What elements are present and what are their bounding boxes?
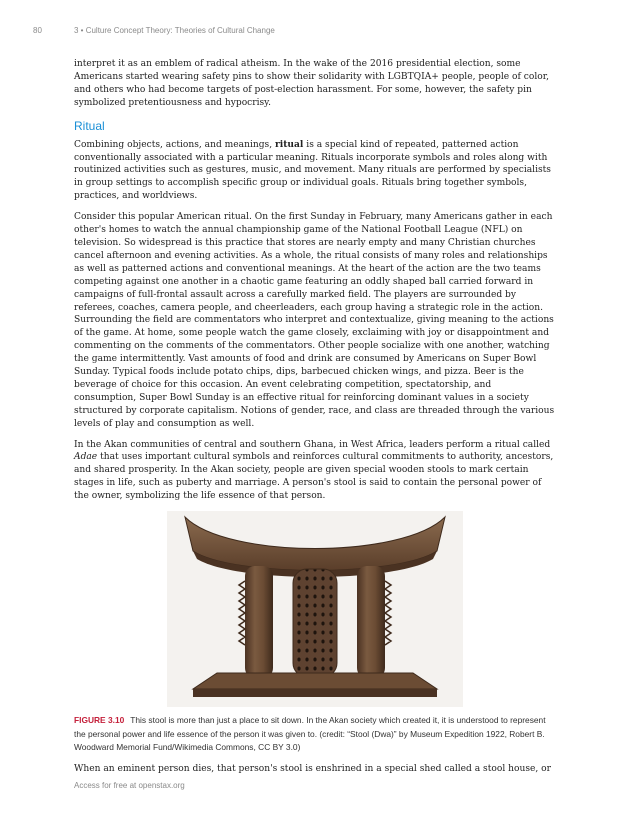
section-heading-ritual: Ritual xyxy=(74,118,105,133)
text-segment: that uses important cultural symbols and reinforces cultural commitments to authority, ancestors, and shared prosperity. In the Akan society, people are given special wooden stools to mark certain stages in life, such as puberty and marriage. A person's stool is said to contain the personal power of the owner, symbolizing the life essence of that person. xyxy=(74,452,554,502)
text-segment: is a special kind of repeated, patterned action conventionally associated with a particular meaning. Rituals incorporate symbols and roles along with routinized activities such as gestures, music, and movement. Many rituals are performed by specialists in group settings to accomplish specific group or individual goals. Rituals bring together symbols, practices, and worldviews. xyxy=(74,139,551,202)
caption-text: This stool is more than just a place to sit down. In the Akan society which created it, it is understood to represent the personal power and life essence of the person it was given to. (credit: “Stool (Dwa)” by Museum Expedition 1922, Robert B. Woodward Memorial Fund/Wikimedia Commons, CC BY 3.0) xyxy=(74,715,546,753)
text-segment: Combining objects, actions, and meanings, xyxy=(74,139,275,150)
stool-illustration xyxy=(167,511,463,707)
paragraph-intro: interpret it as an emblem of radical atheism. In the wake of the 2016 presidential election, some Americans started wearing safety pins to show their solidarity with LGBTQIA+ people, people of color, and others who had become targets of post-election harassment. For some, however, the safety pin symbolized pretentiousness and hypocrisy. xyxy=(74,59,549,108)
text-segment: In the Akan communities of central and southern Ghana, in West Africa, leaders perform a ritual called xyxy=(74,439,551,450)
page-footer: Access for free at openstax.org xyxy=(74,781,185,790)
term-adae: Adae xyxy=(74,452,98,463)
paragraph-stool-house: When an eminent person dies, that person's stool is enshrined in a special shed called a stool house, or xyxy=(74,763,551,774)
figure-caption xyxy=(74,714,556,755)
key-term-ritual: ritual xyxy=(274,138,304,150)
paragraph-ritual-definition xyxy=(74,139,556,204)
page-number: 80 xyxy=(33,26,42,35)
page-header xyxy=(0,26,630,40)
main-content xyxy=(74,58,556,784)
figure-stool-image xyxy=(167,511,463,707)
paragraph-akan xyxy=(74,439,556,504)
figure-label: FIGURE 3.10 xyxy=(74,715,125,726)
chapter-title: 3 • Culture Concept Theory: Theories of Cultural Change xyxy=(74,26,275,35)
paragraph-super-bowl: Consider this popular American ritual. On the first Sunday in February, many Americans gather in each other's homes to watch the annual championship game of the National Football League (NFL) on television. So widespread is this practice that stores are nearly empty and many Christian churches cancel afternoon and evening activities. As a whole, the ritual consists of many roles and relationships as well as patterned actions and conventional meanings. At the heart of the action are the two teams competing against one another in a chaotic game featuring an oddly shaped ball carried forward in campaigns of full-frontal assault across a carefully marked field. The players are surrounded by referees, coaches, camera people, and cheerleaders, each group having a strategic role in the action. Surrounding the field are commentators who interpret and contextualize, giving meaning to the actions of the game. At home, some people watch the game closely, exclaiming with joy or disappointment and commenting on the comments of the commentators. Other people socialize with one another, watching the game intermittently. Vast amounts of food and drink are consumed by Americans on Super Bowl Sunday. Typical foods include potato chips, dips, barbecued chicken wings, and pizza. Beer is the beverage of choice for this occasion. An event celebrating competition, spectatorship, and consumption, Super Bowl Sunday is an effective ritual for reinforcing dominant values in a society structured by corporate capitalism. Notions of gender, race, and class are threaded through the various levels of play and consumption as well. xyxy=(74,212,555,429)
